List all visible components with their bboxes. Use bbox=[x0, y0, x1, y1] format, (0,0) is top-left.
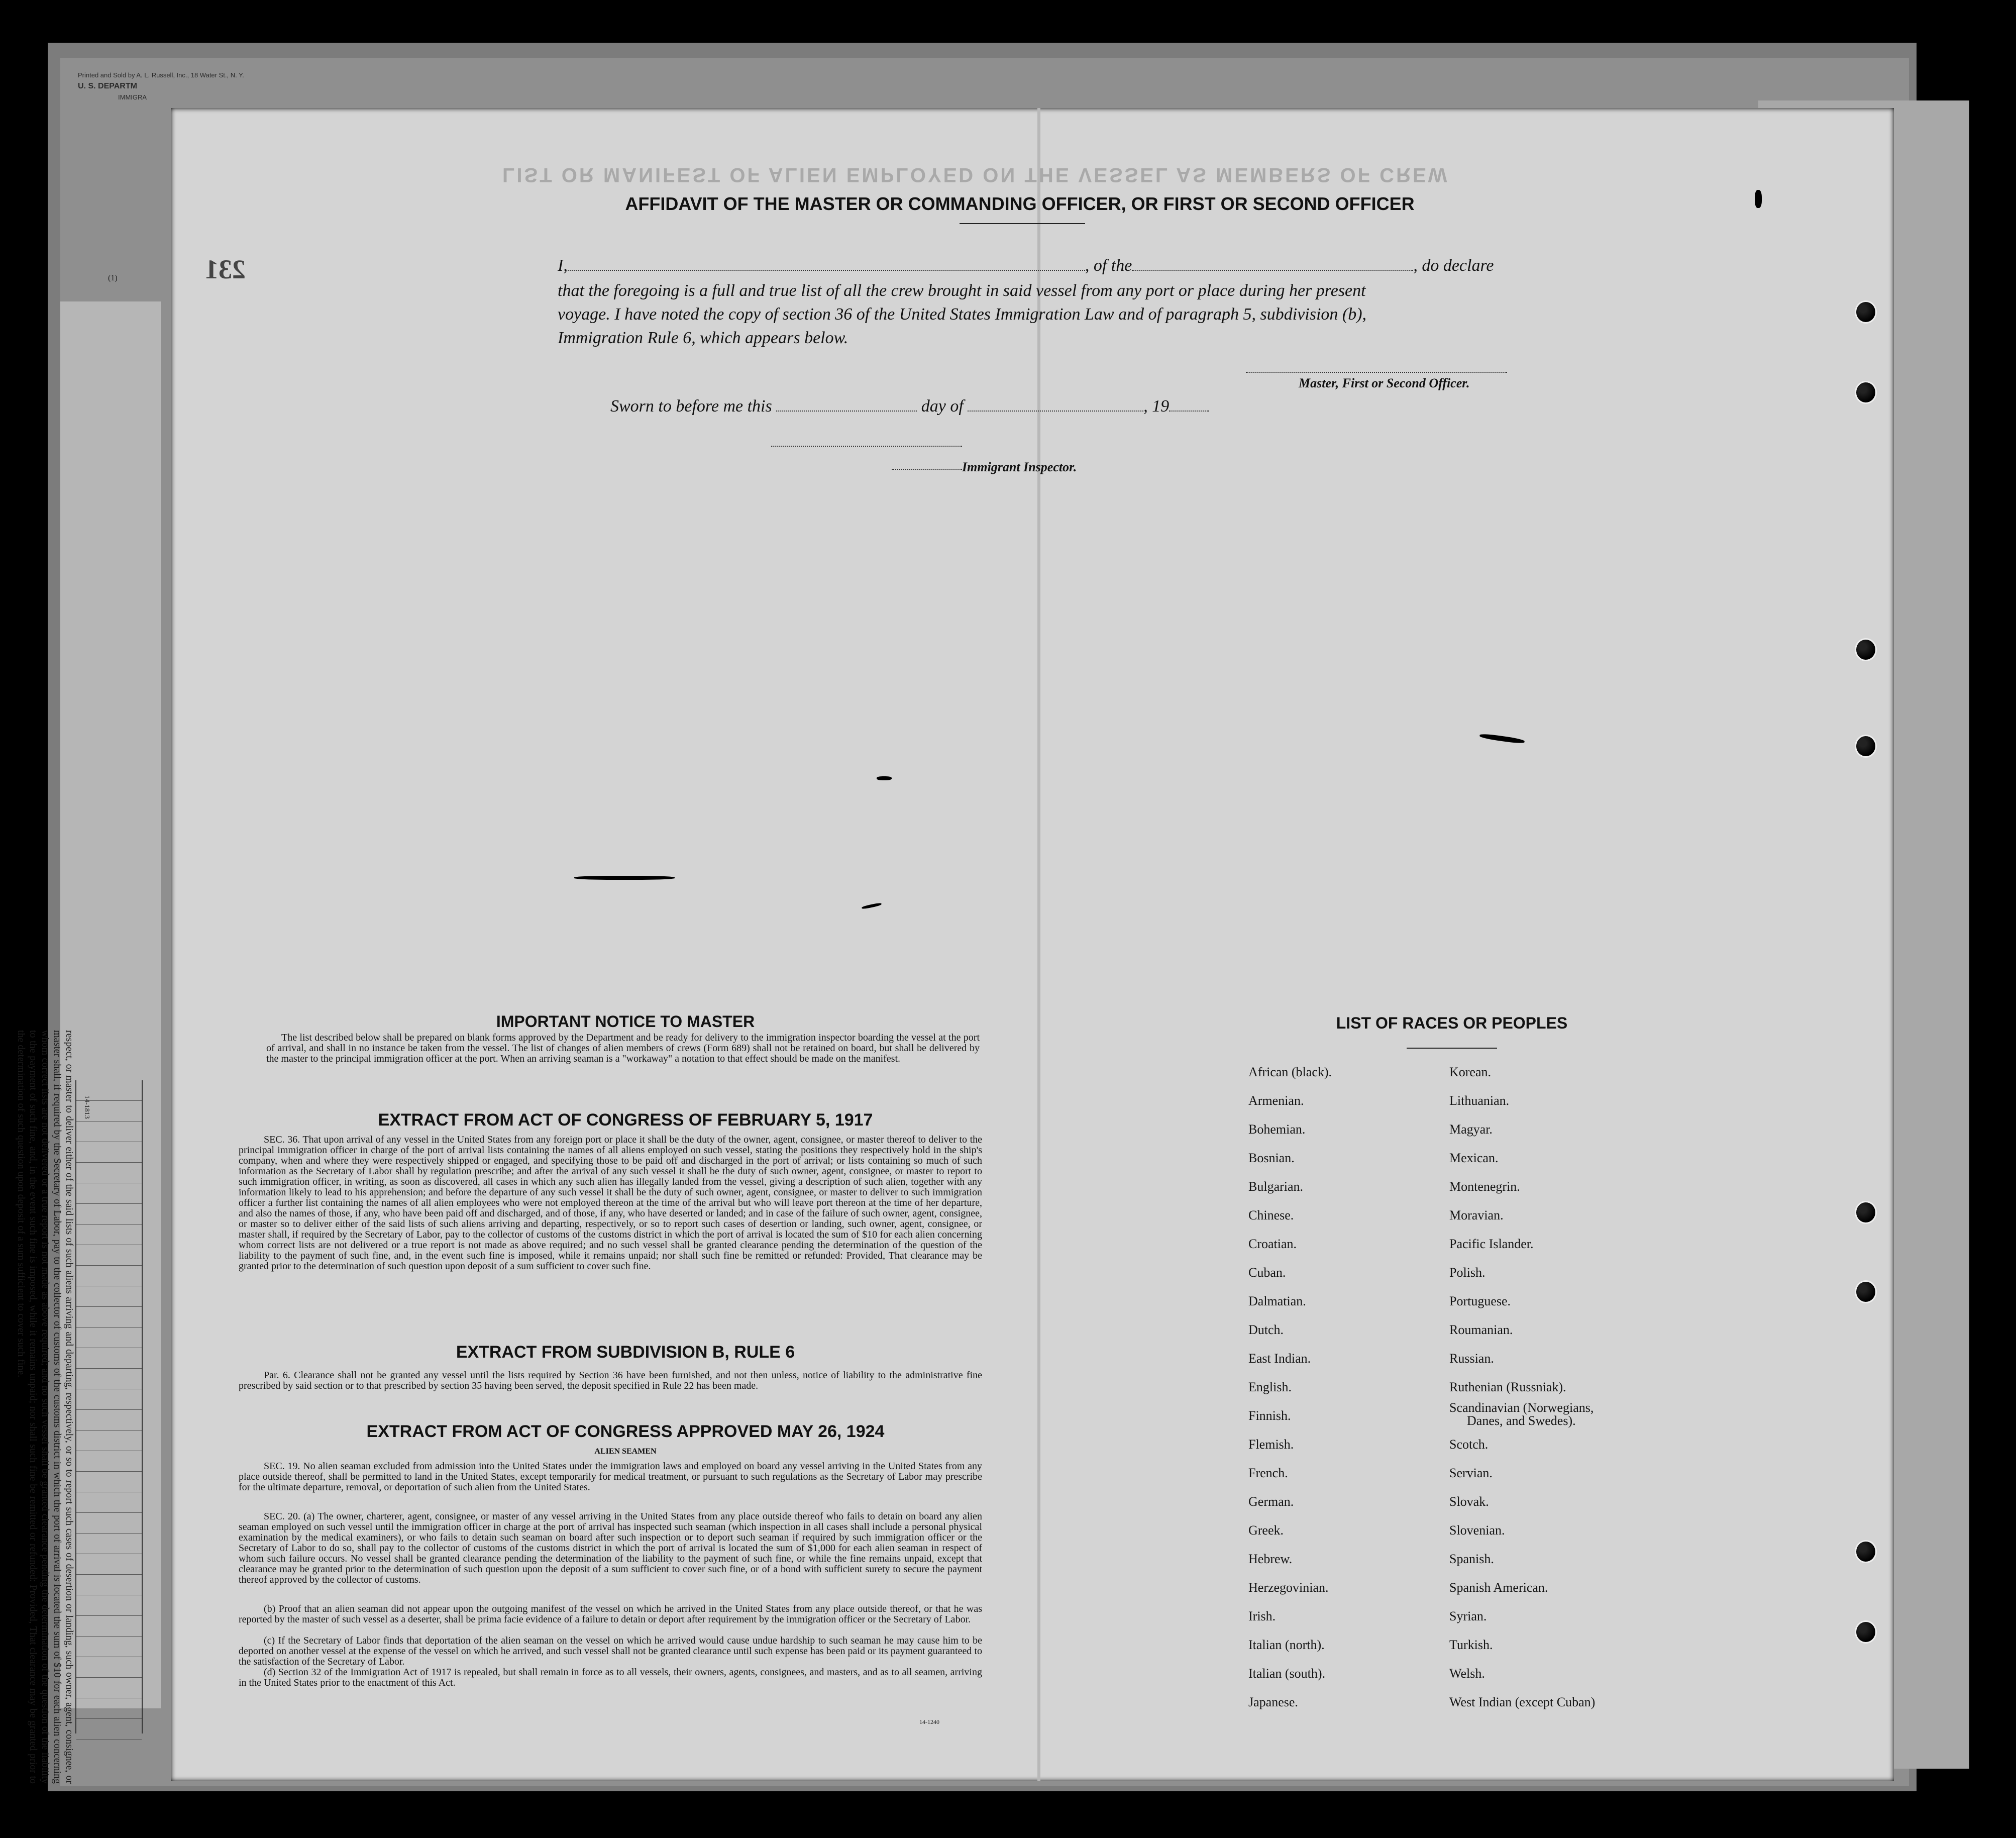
race-item: Italian (north). bbox=[1248, 1638, 1325, 1652]
side-table bbox=[75, 1080, 143, 1733]
year-label: , 19 bbox=[1143, 397, 1170, 416]
race-item: Greek. bbox=[1248, 1523, 1284, 1538]
sworn-label: Sworn to before me this bbox=[610, 397, 772, 416]
race-item: Montenegrin. bbox=[1449, 1179, 1520, 1194]
inspector-label: Immigrant Inspector. bbox=[962, 460, 1077, 474]
race-item: Scandinavian (Norwegians, bbox=[1449, 1400, 1594, 1415]
act-1917-heading: EXTRACT FROM ACT OF CONGRESS OF FEBRUARY 5, 1917 bbox=[378, 1110, 873, 1130]
bleed-through-heading: LIST OR MANIFEST OF ALIEN EMPLOYED ON THE VESSEL AS MEMBERS OF CREW bbox=[502, 164, 1449, 186]
sec-20b-text: (b) Proof that an alien seaman did not appear upon the outgoing manifest of the vessel on which he arrived in the United States from any place outside thereof, or that he was reported by the master of such vessel as a deserter, shall be prima facie evidence of a failure to detain or deport after requirement by the immigration officer or the Secretary of Labor. bbox=[239, 1603, 982, 1625]
affidavit-line-1 bbox=[558, 256, 1494, 275]
sec-20d-text: (d) Section 32 of the Immigration Act of 1917 is repealed, but shall remain in force as to all vessels, their owners, agents, consignees, and masters, and as to all seamen, arriving in the United States prior to the enactment of this Act. bbox=[239, 1667, 982, 1688]
race-item: Dutch. bbox=[1248, 1322, 1284, 1337]
race-item: Flemish. bbox=[1248, 1437, 1294, 1452]
side-note-text: respect, or master to deliver either of the said lists of such aliens arriving and departing, respectively, or so to report such cases of desertion or landing, such owner, agent, consignee, or master shall, if required by the Secretary of Labor, pay to the collector of customs of the customs district in which the port of arrival is located the sum of $10 for each alien concerning whom correct lists are not delivered or a true report is not made as above required; and no such vessel shall be granted clearance pending the determination of the question of the liability to the payment of such fine, and, in the event such fine is imposed, while it remains unpaid; nor shall such fine be remitted or refunded: Provided, That clearance may be granted prior to the determination of such question upon deposit of a sum sufficient to cover such fine. bbox=[16, 1030, 75, 1784]
affidavit-title: AFFIDAVIT OF THE MASTER OR COMMANDING OFFICER, OR FIRST OR SECOND OFFICER bbox=[625, 193, 1415, 214]
race-item: Ruthenian (Russniak). bbox=[1449, 1380, 1566, 1394]
sworn-line bbox=[610, 397, 1209, 416]
rule-6-heading: EXTRACT FROM SUBDIVISION B, RULE 6 bbox=[456, 1343, 795, 1362]
race-item: Russian. bbox=[1449, 1351, 1494, 1366]
race-item: Servian. bbox=[1449, 1466, 1493, 1480]
act-1924-heading: EXTRACT FROM ACT OF CONGRESS APPROVED MAY 26, 1924 bbox=[366, 1422, 885, 1441]
punch-hole bbox=[1855, 381, 1877, 404]
dept-line: U. S. DEPARTM bbox=[78, 81, 137, 90]
do-declare-label: , do declare bbox=[1413, 256, 1494, 275]
race-item: Croatian. bbox=[1248, 1237, 1297, 1251]
punch-hole bbox=[1855, 1280, 1877, 1303]
punch-hole bbox=[1855, 1540, 1877, 1563]
title-rule bbox=[960, 223, 1085, 224]
race-item: East Indian. bbox=[1248, 1351, 1311, 1366]
ink-mark bbox=[574, 876, 675, 880]
race-item: Herzegovinian. bbox=[1248, 1580, 1329, 1595]
races-rule bbox=[1407, 1048, 1497, 1049]
vessel-name-blank[interactable] bbox=[1132, 270, 1413, 271]
race-item: Spanish. bbox=[1449, 1552, 1494, 1566]
race-item: Slovenian. bbox=[1449, 1523, 1505, 1538]
race-item: African (black). bbox=[1248, 1065, 1332, 1079]
race-item: Pacific Islander. bbox=[1449, 1237, 1534, 1251]
page-number: 231 bbox=[205, 254, 246, 284]
race-item: Korean. bbox=[1449, 1065, 1492, 1079]
of-the-label: , of the bbox=[1085, 256, 1132, 275]
race-item: French. bbox=[1248, 1466, 1288, 1480]
race-item: Welsh. bbox=[1449, 1666, 1485, 1681]
race-item: Spanish American. bbox=[1449, 1580, 1548, 1595]
race-item: Irish. bbox=[1248, 1609, 1276, 1623]
sworn-year-blank[interactable] bbox=[1169, 411, 1209, 412]
race-item: Japanese. bbox=[1248, 1695, 1298, 1709]
sworn-day-blank[interactable] bbox=[776, 411, 917, 412]
race-item: Bohemian. bbox=[1248, 1122, 1306, 1137]
race-item: Turkish. bbox=[1449, 1638, 1493, 1652]
punch-hole bbox=[1855, 1201, 1877, 1224]
punch-hole bbox=[1855, 1620, 1877, 1644]
races-heading: LIST OF RACES OR PEOPLES bbox=[1336, 1014, 1568, 1032]
declarant-i: I, bbox=[558, 256, 568, 275]
affidavit-line-4: Immigration Rule 6, which appears below. bbox=[558, 329, 848, 347]
affidavit-line-3: voyage. I have noted the copy of section 36 of the United States Immigration Law and of paragraph 5, subdivision (b), bbox=[558, 305, 1367, 324]
affidavit-line-2: that the foregoing is a full and true list of all the crew brought in said vessel from any port or place during her present bbox=[558, 281, 1366, 300]
punch-hole bbox=[1855, 638, 1877, 661]
dept-line-2: IMMIGRA bbox=[118, 93, 147, 101]
ink-mark bbox=[877, 776, 892, 780]
day-of-label: day of bbox=[921, 397, 964, 416]
race-item: Cuban. bbox=[1248, 1265, 1286, 1280]
ref-label: (1) bbox=[108, 274, 118, 282]
act-1917-text: SEC. 36. That upon arrival of any vessel in the United States from any foreign port or place it shall be the duty of the owner, agent, consignee, or master thereof to deliver to the principal immigration officer in charge of the port of arrival lists containing the names of all aliens employed on such vessel, stating the positions they respectively hold in the ship's company, when and where they were respectively shipped or engaged, and specifying those to be paid off and discharged in the port of arrival; or lists containing so much of such information as the Secretary of Labor shall by regulation prescribe; and after the arrival of any such vessel it shall be the duty of such owner, agent, consignee, or master to report to such immigration officer, in writing, as soon as discovered, all cases in which any such alien has illegally landed from the vessel, giving a description of such alien, together with any information likely to lead to his apprehension; and before the departure of any such vessel it shall be the duty of such owner, agent, consignee, or master to deliver to such immigration officer a further list containing the names of all alien employees who were not employed thereon at the time of the arrival but who will leave port thereon at the time of her departure, and also the names of those, if any, who have been paid off and discharged, and of those, if any, who have deserted or landed; and in case of the failure of such owner, agent, consignee, or master so to deliver either of the said lists of such aliens arriving and departing, respectively, or so to report such cases of desertion or landing, such owner, agent, consignee, or master shall, if required by the Secretary of Labor, pay to the collector of customs of the customs district in which the port of arrival is located the sum of $10 for each alien concerning whom correct lists are not delivered or a true report is not made as above required; and no such vessel shall be granted clearance pending the determination of the question of the liability to the payment of such fine, and, in the event such fine is imposed, while it remains unpaid; nor shall such fine be remitted or refunded: Provided, That clearance may be granted prior to the determination of such question upon deposit of a sum sufficient to cover such fine. bbox=[239, 1134, 982, 1272]
race-item: Bulgarian. bbox=[1248, 1179, 1304, 1194]
race-item: Scotch. bbox=[1449, 1437, 1489, 1452]
declarant-name-blank[interactable] bbox=[568, 270, 1085, 271]
master-label: Master, First or Second Officer. bbox=[1299, 376, 1470, 390]
race-item: Bosnian. bbox=[1248, 1151, 1295, 1165]
printer-line: Printed and Sold by A. L. Russell, Inc., 18 Water St., N. Y. bbox=[78, 71, 244, 79]
race-item: German. bbox=[1248, 1494, 1294, 1509]
race-item: Lithuanian. bbox=[1449, 1093, 1510, 1108]
race-item: Polish. bbox=[1449, 1265, 1486, 1280]
punch-hole bbox=[1855, 735, 1877, 758]
rule-6-text: Par. 6. Clearance shall not be granted any vessel until the lists required by Section 36 have been furnished, and not then unless, notice of liability to the administrative fine prescribed by said section or to that prescribed by section 35 having been served, the deposit specified in Rule 22 has been made. bbox=[239, 1370, 982, 1391]
race-item: Portuguese. bbox=[1449, 1294, 1511, 1308]
alien-seamen-heading: ALIEN SEAMEN bbox=[594, 1447, 657, 1456]
side-form-number: 14-1813 bbox=[83, 1095, 90, 1119]
notice-text: The list described below shall be prepared on blank forms approved by the Department and be ready for delivery to the immigration inspector boarding the vessel at the port of arrival, and shall in no instance be taken from the vessel. The list of changes of alien members of crews (Form 689) shall not be retained on board, but shall be delivered by the master to the principal immigration officer at the port. When an arriving seaman is a "workaway" a notation to that effect should be made on the manifest. bbox=[266, 1032, 980, 1064]
inspector-signature-line[interactable] bbox=[771, 446, 962, 447]
punch-hole bbox=[1855, 300, 1877, 324]
inspector-lead-line bbox=[892, 469, 962, 470]
race-item: Finnish. bbox=[1248, 1408, 1291, 1423]
race-item: Dalmatian. bbox=[1248, 1294, 1306, 1308]
form-number: 14-1240 bbox=[919, 1718, 939, 1725]
page-fold bbox=[1037, 108, 1040, 1781]
race-item: Moravian. bbox=[1449, 1208, 1504, 1222]
race-item: Magyar. bbox=[1449, 1122, 1493, 1137]
race-item: Syrian. bbox=[1449, 1609, 1487, 1623]
race-item: Danes, and Swedes). bbox=[1467, 1413, 1576, 1428]
race-item: Roumanian. bbox=[1449, 1322, 1513, 1337]
race-item: West Indian (except Cuban) bbox=[1449, 1695, 1596, 1709]
sec-20c-text: (c) If the Secretary of Labor finds that deportation of the alien seaman on the vessel on which he arrived would cause undue hardship to such seaman he may cause him to be deported on another vessel at the expense of the vessel on which he arrived, and such vessel shall not be granted clearance until such expense has been paid or its payment guaranteed to the satisfaction of the Secretary of Labor. bbox=[239, 1635, 982, 1667]
race-item: Armenian. bbox=[1248, 1093, 1304, 1108]
race-item: English. bbox=[1248, 1380, 1292, 1394]
race-item: Italian (south). bbox=[1248, 1666, 1326, 1681]
race-item: Slovak. bbox=[1449, 1494, 1489, 1509]
race-item: Hebrew. bbox=[1248, 1552, 1293, 1566]
race-item: Mexican. bbox=[1449, 1151, 1499, 1165]
sec-19-text: SEC. 19. No alien seaman excluded from admission into the United States under the immigration laws and employed on board any vessel arriving in the United States from any place outside thereof, shall be permitted to land in the United States, except temporarily for medical treatment, or pursuant to such regulations as the Secretary of Labor may prescribe for the ultimate departure, removal, or deportation of such alien from the United States. bbox=[239, 1461, 982, 1493]
sec-20a-text: SEC. 20. (a) The owner, charterer, agent, consignee, or master of any vessel arriving in the United States from any place outside thereof who fails to detain on board any alien seaman employed on such vessel until the immigration officer in charge at the port of arrival has inspected such seaman (which inspection in all cases shall include a personal physical examination by the medical examiners), or who fails to detain such seaman on board after such inspection or to deport such seaman if required by such immigration officer or the Secretary of Labor to do so, shall pay to the collector of customs of the customs district in which the port of arrival is located the sum of $1,000 for each alien seaman in respect of whom such failure occurs. No vessel shall be granted clearance pending the determination of the liability to the payment of such fine, or while the fine remains unpaid, except that clearance may be granted prior to the determination of such question upon the deposit of a sum sufficient to cover such fine, or of a bond with sufficient surety to secure the payment thereof approved by the collector of customs. bbox=[239, 1511, 982, 1585]
sworn-month-blank[interactable] bbox=[968, 411, 1143, 412]
printer-stub bbox=[78, 70, 244, 102]
notice-heading: IMPORTANT NOTICE TO MASTER bbox=[496, 1012, 755, 1031]
master-signature-line[interactable] bbox=[1246, 372, 1507, 373]
race-item: Chinese. bbox=[1248, 1208, 1294, 1222]
